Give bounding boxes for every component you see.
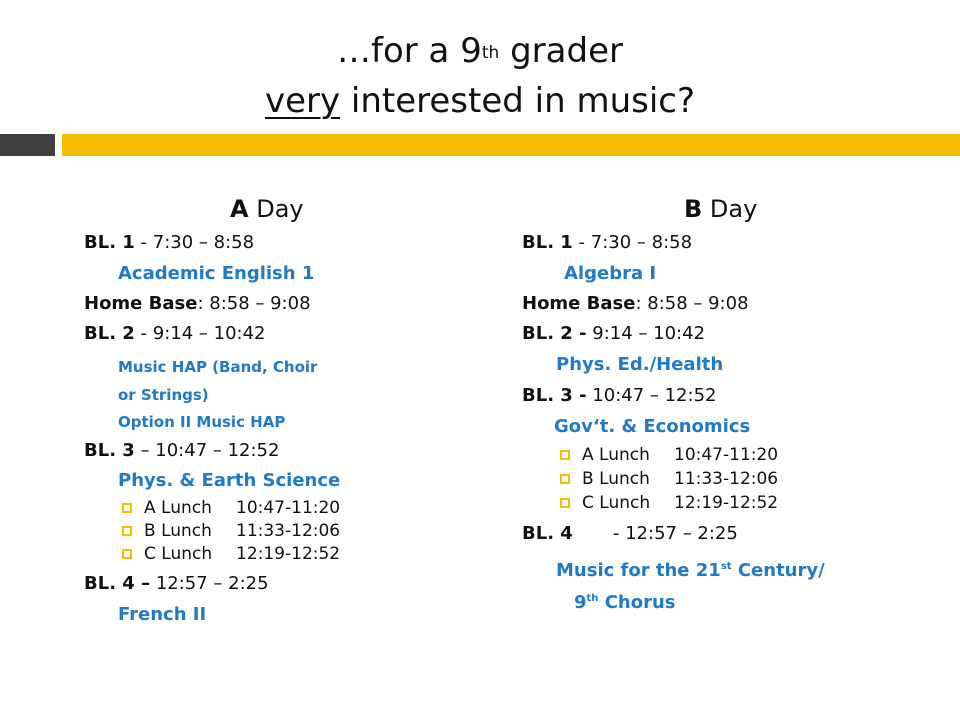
a-bl3-time: – 10:47 – 12:52 [134,440,280,461]
b-bl2-time: 9:14 – 10:42 [586,323,706,344]
b-lunch-item [560,444,778,466]
a-day-letter: A [230,195,249,223]
a-bl1-time: - 7:30 – 8:58 [134,232,255,253]
title-superscript: th [481,43,500,63]
b-bl3-label: BL. 3 - [522,385,587,406]
b-bl3-course: Gov‘t. & Economics [554,416,751,437]
a-bl2-time: - 9:14 – 10:42 [134,323,266,344]
b-lunch-time: 12:19-12:52 [674,493,779,513]
a-bl4-time: 12:57 – 2:25 [150,573,269,594]
a-bl2-course-line1: Music HAP (Band, Choir [118,358,318,376]
a-bl2-course-line3: Option II Music HAP [118,413,286,431]
a-lunch-item [122,497,340,519]
b-bl4-label: BL. 4 [522,523,573,544]
square-bullet-icon [560,450,570,460]
a-lunch-time: 12:19-12:52 [236,544,341,564]
slide-title [0,26,960,126]
a-day-word: Day [248,195,304,223]
square-bullet-icon [122,503,132,513]
a-bl1-label: BL. 1 [84,232,135,253]
b-home-base-label: Home Base [522,293,636,314]
a-lunch-time: 10:47-11:20 [236,498,341,518]
a-home-base-time: : 8:58 – 9:08 [197,293,311,314]
b-bl2-row [522,323,705,345]
b-bl4-course-line2 [574,588,676,614]
b-bl4-course-prefix: Music for the 21 [556,560,721,581]
b-bl4-course2-sup: th [586,593,599,604]
b-day-letter: B [684,195,703,223]
a-lunch-name: C Lunch [144,544,213,564]
title-underlined-word: very [264,81,341,121]
b-bl4-course2-suffix: Chorus [598,592,676,613]
square-bullet-icon [560,474,570,484]
b-lunch-time: 10:47-11:20 [674,445,779,465]
square-bullet-icon [122,549,132,559]
title-line2-rest: interested in music? [340,81,696,121]
a-bl4-row [84,573,269,595]
a-bl2-row [84,323,266,345]
accent-bar-gold [62,134,960,156]
b-lunch-item [560,468,778,490]
b-bl1-course: Algebra I [564,263,657,284]
b-home-base-row [522,293,749,315]
b-bl1-time: - 7:30 – 8:58 [572,232,693,253]
b-bl4-time: - 12:57 – 2:25 [572,523,738,544]
b-lunch-item [560,492,778,514]
accent-bar-dark [0,134,55,156]
a-bl1-course: Academic English 1 [118,263,315,284]
b-bl1-row [522,232,692,254]
b-bl3-row [522,385,716,407]
a-home-base-row [84,293,311,315]
title-line-2 [0,76,960,126]
a-bl2-label: BL. 2 [84,323,135,344]
b-lunch-name: C Lunch [582,493,651,513]
a-lunch-item [122,543,340,565]
a-bl4-label: BL. 4 – [84,573,151,594]
square-bullet-icon [122,526,132,536]
b-lunch-time: 11:33-12:06 [674,469,779,489]
a-bl4-course: French II [118,604,207,625]
b-day-word: Day [702,195,758,223]
b-home-base-time: : 8:58 – 9:08 [635,293,749,314]
b-bl1-label: BL. 1 [522,232,573,253]
a-bl2-course-line2: or Strings) [118,386,209,404]
a-lunch-name: A Lunch [144,498,212,518]
b-bl3-time: 10:47 – 12:52 [586,385,717,406]
square-bullet-icon [560,498,570,508]
b-day-heading [684,194,757,224]
a-home-base-label: Home Base [84,293,198,314]
title-line1-suffix: grader [499,31,623,71]
b-bl4-row [522,523,738,545]
a-lunch-name: B Lunch [144,521,212,541]
b-lunch-name: A Lunch [582,445,650,465]
a-bl3-label: BL. 3 [84,440,135,461]
a-bl3-row [84,440,279,462]
a-lunch-item [122,520,340,542]
b-bl4-course-sup: st [720,561,732,572]
a-day-heading [230,194,304,224]
b-lunch-name: B Lunch [582,469,650,489]
title-line-1 [0,26,960,76]
b-bl4-course-line1 [556,556,825,582]
a-lunch-time: 11:33-12:06 [236,521,341,541]
b-bl2-course: Phys. Ed./Health [556,354,724,375]
b-bl4-course2-prefix: 9 [574,592,587,613]
a-bl1-row [84,232,254,254]
b-bl2-label: BL. 2 - [522,323,587,344]
title-line1-prefix: …for a 9 [337,31,482,71]
a-bl3-course: Phys. & Earth Science [118,470,341,491]
b-bl4-course-suffix: Century/ [731,560,825,581]
